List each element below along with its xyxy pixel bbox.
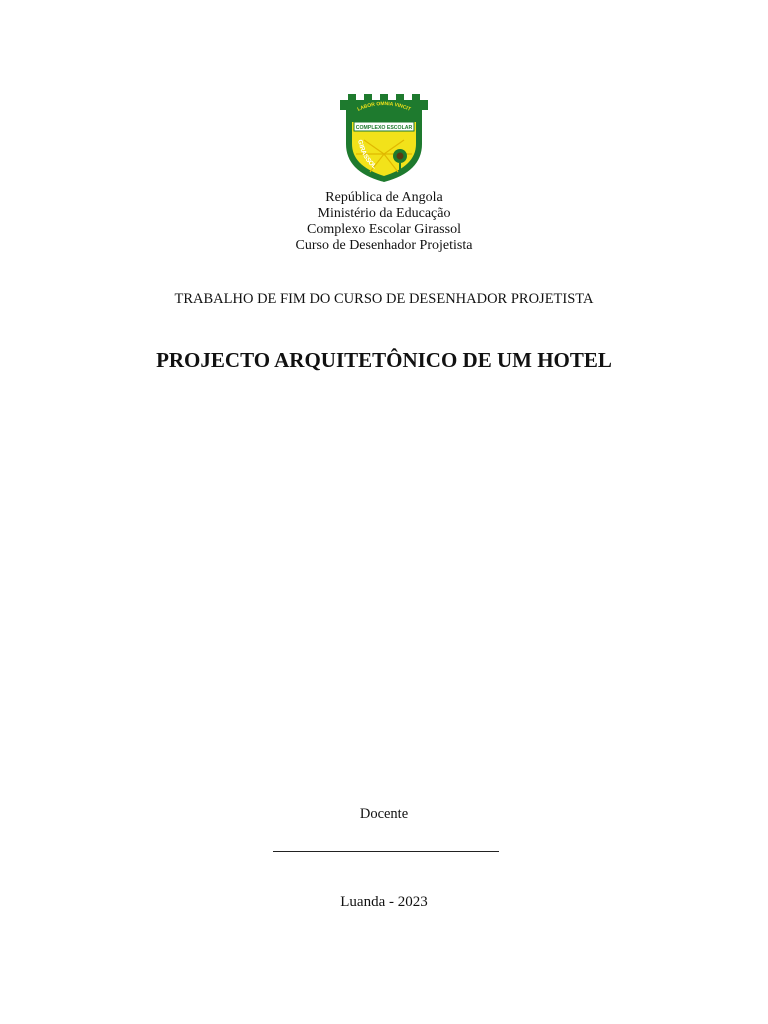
crest-banner-text: COMPLEXO ESCOLAR: [355, 125, 413, 131]
signature-line: [273, 851, 499, 852]
docente-label: Docente: [359, 806, 409, 822]
document-title: PROJECTO ARQUITETÔNICO DE UM HOTEL: [156, 348, 612, 372]
header-line-ministry: Ministério da Educação: [317, 206, 451, 221]
location-date: Luanda - 2023: [340, 894, 428, 910]
crest-name-text: GIRASSOL: [356, 139, 378, 171]
school-crest-logo: [334, 92, 434, 184]
crest-motto-text: LABOR OMNIA VINCIT: [356, 100, 412, 113]
header-line-country: República de Angola: [325, 190, 443, 205]
header-line-school: Complexo Escolar Girassol: [307, 222, 461, 237]
document-subtitle: TRABALHO DE FIM DO CURSO DE DESENHADOR PROJETISTA: [174, 291, 594, 307]
header-line-course: Curso de Desenhador Projetista: [295, 238, 473, 253]
institution-header: [0, 190, 768, 254]
